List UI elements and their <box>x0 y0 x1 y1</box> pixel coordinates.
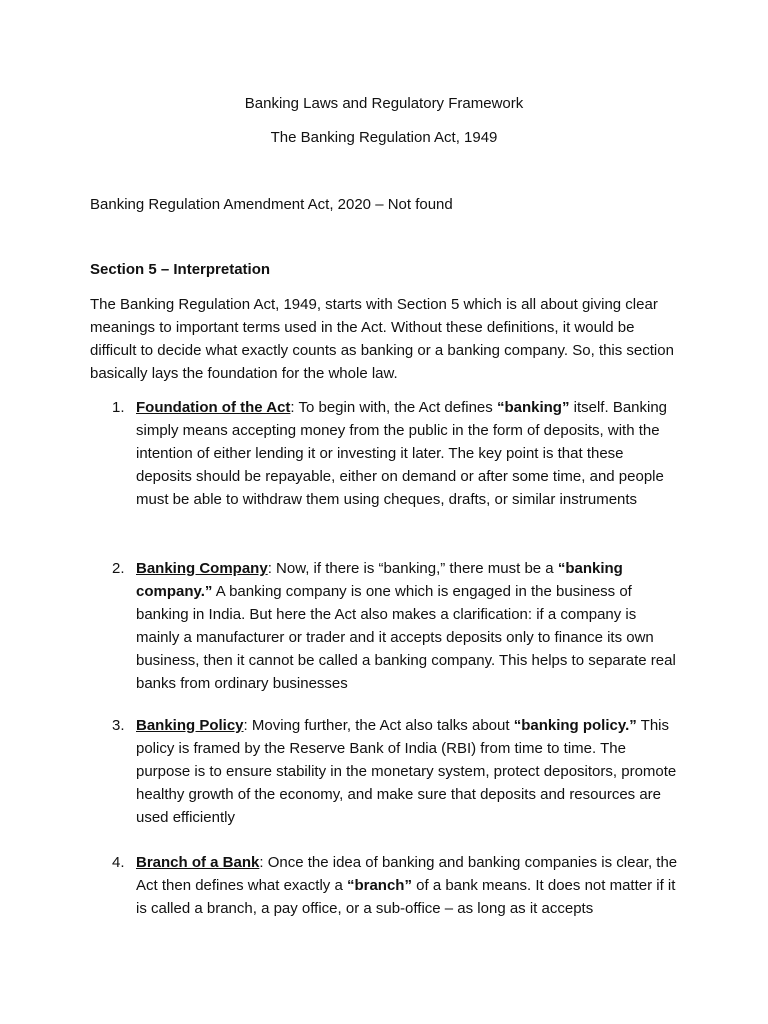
item-quoted-term: “banking company.” <box>136 560 623 600</box>
list-item <box>112 396 682 511</box>
item-quoted-term: “banking” <box>496 399 570 416</box>
item-text-lead: : Once the idea of banking and banking companies is clear, the Act then defines what exactly a <box>136 854 678 894</box>
intro-paragraph: The Banking Regulation Act, 1949, starts with Section 5 which is all about giving clear meanings to important terms used in the Act. Without these definitions, it would be difficult to decide what exactly counts as banking or a banking company. So, this section basically lays the foundation for the whole law. <box>90 296 674 382</box>
document-title: Banking Laws and Regulatory Framework <box>244 95 524 112</box>
item-quoted-term: “banking policy.” <box>513 717 637 734</box>
item-number: 1. <box>112 399 125 416</box>
list-item <box>112 851 682 920</box>
list-item <box>112 714 682 829</box>
amendment-note: Banking Regulation Amendment Act, 2020 – Not found <box>90 196 453 213</box>
item-quoted-term: “branch” <box>346 877 412 894</box>
item-body <box>136 714 682 829</box>
item-text: This policy is framed by the Reserve Bank of India (RBI) from time to time. The purpose is to ensure stability in the monetary system, protect depositors, promote healthy growth of the economy, and make sure that deposits and resources are used efficiently <box>136 717 677 826</box>
item-term: Branch of a Bank <box>136 854 260 871</box>
item-term: Banking Company <box>136 560 268 577</box>
item-text-lead: : Moving further, the Act also talks about <box>243 717 514 734</box>
item-text: itself. Banking simply means accepting money from the public in the form of deposits, with the intention of either lending it or investing it later. The key point is that these deposits should be repayable, either on demand or after some time, and people must be able to withdraw them using cheques, drafts, or similar instruments <box>136 399 668 508</box>
item-text: of a bank means. It does not matter if it is called a branch, a pay office, or a sub-office – as long as it accepts <box>136 877 676 917</box>
document-subtitle: The Banking Regulation Act, 1949 <box>270 129 498 146</box>
item-term: Banking Policy <box>136 717 244 734</box>
item-body <box>136 557 682 695</box>
section-heading: Section 5 – Interpretation <box>90 261 271 278</box>
item-text-lead: : Now, if there is “banking,” there must be a <box>267 560 558 577</box>
item-number: 4. <box>112 854 125 871</box>
list-item <box>112 557 682 695</box>
item-text: A banking company is one which is engaged in the business of banking in India. But here the Act also makes a clarification: if a company is mainly a manufacturer or trader and it accepts deposits only to finance its own business, then it cannot be called a banking company. This helps to separate real banks from ordinary businesses <box>136 583 676 692</box>
item-body <box>136 851 682 920</box>
item-number: 2. <box>112 560 125 577</box>
item-number: 3. <box>112 717 125 734</box>
item-body <box>136 396 682 511</box>
item-term: Foundation of the Act <box>136 399 291 416</box>
item-text-lead: : To begin with, the Act defines <box>290 399 497 416</box>
